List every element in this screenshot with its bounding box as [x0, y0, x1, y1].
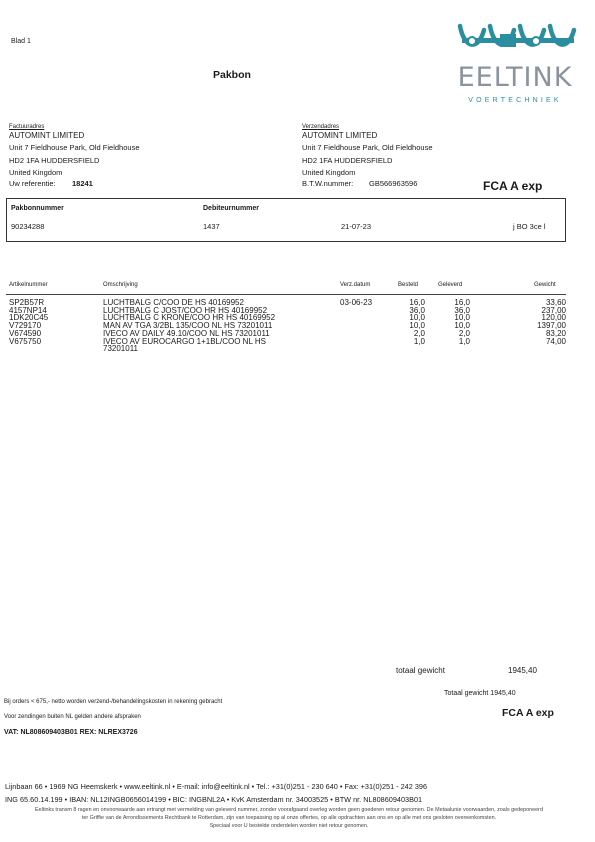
incoterm-footer: FCA A exp [502, 707, 554, 719]
invoice-country: United Kingdom [9, 168, 63, 177]
cell-description: IVECO AV EUROCARGO 1+1BL/COO NL HS [103, 336, 266, 346]
logo-wordmark: EELTINK [457, 62, 573, 93]
delivery-vat-value: GB566963596 [369, 179, 418, 188]
cell-article: 1DK20C45 [9, 313, 49, 323]
pakbon-info-box [6, 198, 566, 242]
cell-weight: 1397,00 [537, 321, 566, 331]
delivery-street: Unit 7 Fieldhouse Park, Old Fieldhouse [302, 143, 433, 152]
cell-article: 4157NP14 [9, 305, 47, 315]
document-title: Pakbon [213, 69, 251, 81]
invoice-street: Unit 7 Fieldhouse Park, Old Fieldhouse [9, 143, 140, 152]
foreign-shipping-note: Voor zendingen buiten NL gelden andere afspraken [4, 714, 141, 720]
footer-terms-2: ter Griffie van de Arrondissements Rechtbank te Rotterdam, zijn van toepassing op al onze offertes, op alle opdrachten aan ons en op alle met ons gesloten overeenkomsten. [81, 815, 497, 821]
header-ship-date: Verz.datum [340, 282, 371, 288]
cell-ordered: 10,0 [409, 321, 425, 331]
debtor-number-label: Debiteurnummer [203, 205, 260, 212]
header-description: Omschrijving [103, 282, 138, 288]
invoice-address-heading: Factuuradres [9, 124, 45, 130]
total-weight-label: totaal gewicht [396, 666, 445, 675]
invoice-name: AUTOMINT LIMITED [9, 131, 85, 140]
invoice-reference-label: Uw referentie: [9, 179, 56, 188]
cell-ordered: 36,0 [409, 305, 425, 315]
delivery-country: United Kingdom [302, 168, 356, 177]
cell-weight: 83,20 [545, 328, 566, 338]
cell-ordered: 16,0 [409, 298, 425, 307]
info-date: 21-07-23 [341, 222, 372, 231]
logo-mark-icon [450, 12, 585, 62]
cell-ordered: 1,0 [413, 336, 425, 346]
cell-delivered: 16,0 [454, 298, 470, 307]
table-header-rule [6, 294, 566, 295]
page-number: Blad 1 [11, 38, 31, 45]
cell-article: SP2B57R [9, 298, 45, 307]
pakbon-number-label: Pakbonnummer [11, 205, 64, 212]
shipping-cost-note: Bij orders < 675,- netto worden verzend-/behandelingskosten in rekening gebracht [4, 699, 223, 705]
cell-delivered: 10,0 [454, 321, 470, 331]
cell-article: V729170 [9, 321, 42, 331]
cell-ship-date: 03-06-23 [340, 298, 373, 307]
delivery-name: AUTOMINT LIMITED [302, 131, 378, 140]
cell-article: V674590 [9, 328, 42, 338]
vat-rex-line: VAT: NL808609403B01 REX: NLREX3726 [4, 729, 138, 736]
delivery-postcode-city: HD2 1FA HUDDERSFIELD [302, 156, 393, 165]
delivery-vat-label: B.T.W.nummer: [302, 179, 354, 188]
invoice-postcode-city: HD2 1FA HUDDERSFIELD [9, 156, 100, 165]
delivery-address-heading: Verzendadres [302, 124, 340, 130]
cell-delivered: 1,0 [458, 336, 470, 346]
cell-ordered: 2,0 [413, 328, 425, 338]
total-weight-value: 1945,40 [508, 666, 537, 675]
total-weight-repeat: Totaal gewicht 1945,40 [444, 690, 516, 697]
cell-delivered: 2,0 [458, 328, 470, 338]
cell-delivered: 10,0 [454, 313, 470, 323]
header-delivered: Geleverd [438, 282, 463, 288]
cell-description: 73201011 [103, 344, 138, 354]
header-ordered: Besteld [398, 282, 419, 288]
pakbon-number-value: 90234288 [11, 222, 45, 231]
cell-weight: 237,00 [541, 305, 566, 315]
cell-ordered: 10,0 [409, 313, 425, 323]
cell-description: MAN AV TGA 3/2BL 135/COO NL HS 73201011 [103, 321, 273, 331]
cell-delivered: 36,0 [454, 305, 470, 315]
incoterm-header: FCA A exp [483, 179, 543, 193]
footer-bank-line: ING 65.60.14.199 • IBAN: NL12INGB0656014199 • BIC: INGBNL2A • KvK Amsterdam nr. 34003525 • BTW nr. NL808609403B01 [5, 795, 423, 804]
cell-description: LUCHTBALG C/COO DE HS 40169952 [103, 298, 244, 307]
info-code: j BO 3ce l [513, 222, 546, 231]
header-weight: Gewicht [534, 282, 556, 288]
footer-terms-3: Speciaal voor U bestelde onderdelen worden niet retour genomen. [209, 823, 369, 829]
header-article: Artikelnummer [9, 282, 48, 288]
cell-description: IVECO AV DAILY 49.10/COO NL HS 73201011 [103, 328, 270, 338]
footer-contact-line: Lijnbaan 66 • 1969 NG Heemskerk • www.eeltink.nl • E-mail: info@eeltink.nl • Tel.: +31(0)251 - 230 640 • Fax: +31(0)251 - 242 396 [5, 782, 428, 791]
debtor-number-value: 1437 [203, 222, 220, 231]
cell-article: V675750 [9, 336, 42, 346]
logo-subtitle: VOERTECHNIEK [468, 97, 562, 104]
cell-weight: 33,60 [545, 298, 566, 307]
footer-terms-1: Eeltinks transm 8 ragen en onvoorwaarde aan ertrangt met vermelding van geleverd nummer, zonder voorafgaand overleg worden geen goederen retour genomen. De Metaalunie voorwaarden, zoals gedeponeerd [35, 807, 543, 813]
cell-description: LUCHTBALG C JOST/COO HR HS 40169952 [103, 305, 268, 315]
cell-weight: 120,00 [541, 313, 566, 323]
cell-weight: 74,00 [545, 336, 566, 346]
cell-description: LUCHTBALG C KRONE/COO HR HS 40169952 [103, 313, 276, 323]
invoice-reference-value: 18241 [72, 179, 93, 188]
